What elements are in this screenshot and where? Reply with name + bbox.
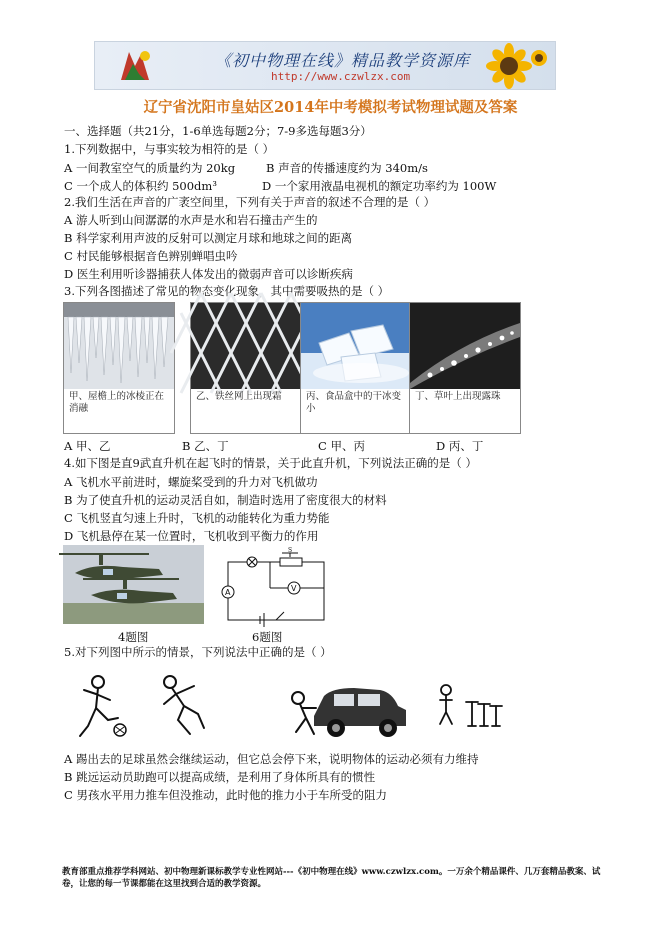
fig-label-6: 6题图	[252, 630, 283, 644]
section-heading: 一、选择题（共21分，1-6单选每题2分；7-9多选每题3分）	[64, 124, 372, 138]
q1-option-b: B 声音的传播速度约为 340m/s	[266, 161, 428, 175]
soccer-kick-figure	[66, 672, 128, 742]
q5-option-c: C 男孩水平用力推车但没推动，此时他的推力小于车所受的阻力	[64, 788, 387, 802]
q5-option-b: B 跳远运动员助跑可以提高成绩，是利用了身体所具有的惯性	[64, 770, 376, 784]
svg-text:A: A	[225, 588, 231, 597]
q3-photo-frost-fence	[190, 302, 302, 434]
q4-option-b: B 为了使直升机的运动灵活自如，制造时选用了密度很大的材料	[64, 493, 387, 507]
q2-option-b: B 科学家利用声波的反射可以测定月球和地球之间的距离	[64, 231, 353, 245]
q1-option-a: A 一间教室空气的质量约为 20kg	[64, 161, 236, 175]
pogo-figure	[432, 682, 512, 738]
q1-stem: 1.下列数据中，与事实较为相符的是（ ）	[64, 142, 275, 156]
page-title: 辽宁省沈阳市皇姑区2014年中考模拟考试物理试题及答案	[143, 99, 518, 116]
banner-url[interactable]: http://www.czwlzx.com	[271, 70, 411, 83]
q3-photo-icicles	[63, 302, 175, 434]
q4-stem: 4.如下图是直9武直升机在起飞时的情景，关于此直升机，下列说法正确的是（ ）	[64, 456, 477, 470]
q3-option-b: B 乙、丁	[182, 439, 229, 453]
q1-option-c: C 一个成人的体积约 500dm³	[64, 179, 217, 193]
q4-option-c: C 飞机竖直匀速上升时，飞机的动能转化为重力势能	[64, 511, 330, 525]
q2-option-c: C 村民能够根据音色辨别蝉唱虫吟	[64, 249, 238, 263]
q3-photo-dew	[409, 302, 521, 434]
q1-option-d: D 一个家用液晶电视机的额定功率约为 100W	[262, 179, 497, 193]
sunflower-icon	[479, 44, 549, 88]
q3-caption-3: 丙、食品盒中的干冰变小	[306, 391, 402, 414]
q3-option-d: D 丙、丁	[436, 439, 484, 453]
q3-caption-1: 甲、屋檐上的冰棱正在消融	[69, 391, 165, 414]
q5-stem: 5.对下列图中所示的情景，下列说法中正确的是（ ）	[64, 645, 332, 659]
q2-option-d: D 医生利用听诊器捕获人体发出的微弱声音可以诊断疾病	[64, 267, 353, 281]
q3-option-c: C 甲、丙	[318, 439, 365, 453]
page-footer: 教育部重点推荐学科网站、初中物理新课标教学专业性网站---《初中物理在线》www.czwlzx.com。一万余个精品课件、几万套精品教案、试卷，让您的每一节课都能在这里找到合适的教学资源。	[62, 867, 601, 889]
q3-caption-2: 乙、铁丝网上出现霜	[196, 391, 282, 402]
helicopter-photo	[63, 545, 204, 624]
q5-option-a: A 踢出去的足球虽然会继续运动，但它总会停下来，说明物体的运动必须有力维持	[64, 752, 479, 766]
svg-text:S: S	[288, 547, 293, 554]
banner-slogan: 《初中物理在线》精品教学资源库	[215, 51, 471, 70]
q2-stem: 2.我们生活在声音的广袤空间里，下列有关于声音的叙述不合理的是（ ）	[64, 195, 436, 209]
q4-option-a: A 飞机水平前进时，螺旋桨受到的升力对飞机做功	[64, 475, 318, 489]
header-banner	[94, 41, 556, 90]
q2-option-a: A 游人听到山间潺潺的水声是水和岩石撞击产生的	[64, 213, 318, 227]
fig-label-4: 4题图	[118, 630, 149, 644]
svg-text:V: V	[291, 584, 297, 593]
q3-stem: 3.下列各图描述了常见的物态变化现象，其中需要吸热的是（ ）	[64, 284, 390, 298]
q4-option-d: D 飞机悬停在某一位置时，飞机收到平衡力的作用	[64, 529, 319, 543]
q3-option-a: A 甲、乙	[64, 439, 111, 453]
circuit-diagram	[220, 547, 330, 628]
site-logo	[115, 46, 155, 86]
push-car-figure	[284, 676, 410, 742]
long-jump-figure	[152, 672, 212, 742]
q3-caption-4: 丁、草叶上出现露珠	[415, 391, 501, 402]
q3-photo-dry-ice	[300, 302, 412, 434]
